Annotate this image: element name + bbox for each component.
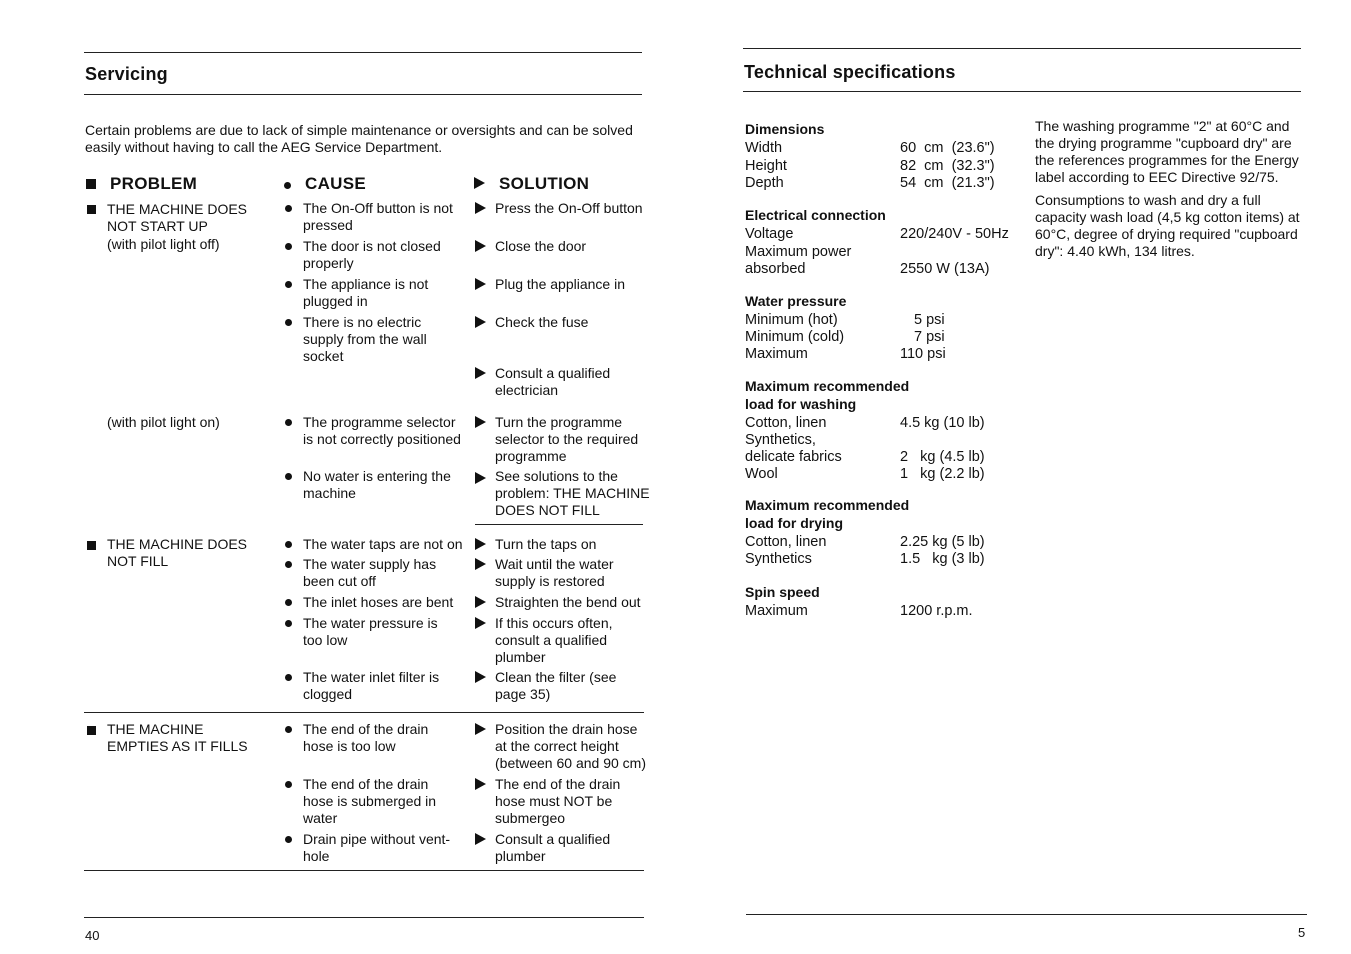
cause-no-water: No water is entering the machine bbox=[303, 468, 451, 501]
water-pressure-heading: Water pressure bbox=[745, 293, 847, 309]
drying-heading-1: Maximum recommended bbox=[745, 497, 910, 513]
solution-press-button: Press the On-Off button bbox=[495, 200, 643, 216]
problem-not-start: THE MACHINE DOES NOT START UP bbox=[107, 201, 248, 234]
min-hot-label: Minimum (hot) bbox=[745, 312, 838, 328]
spin-heading: Spin speed bbox=[745, 584, 820, 600]
dot-bullet-icon bbox=[285, 561, 292, 568]
dot-bullet-icon bbox=[285, 781, 292, 788]
height-value: 82 cm (32.3") bbox=[900, 158, 995, 174]
solution-plumber: If this occurs often, consult a qualified plumber bbox=[495, 615, 613, 665]
dot-bullet-icon bbox=[285, 620, 292, 627]
dry-synth-value: 1.5 kg (3 lb) bbox=[900, 551, 985, 567]
solution-consult-plumber: Consult a qualified plumber bbox=[495, 831, 611, 864]
max-pressure-value: 110 psi bbox=[900, 346, 946, 362]
solution-position-hose: Position the drain hose at the correct height (between 60 and 90 cm) bbox=[495, 721, 646, 771]
wash-wool-value: 1 kg (2.2 lb) bbox=[900, 466, 985, 482]
depth-label: Depth bbox=[745, 175, 784, 191]
square-bullet-icon bbox=[87, 726, 96, 735]
cause-supply-cut: The water supply has been cut off bbox=[303, 556, 437, 589]
dot-bullet-icon bbox=[284, 182, 291, 189]
solution-straighten: Straighten the bend out bbox=[495, 594, 641, 610]
voltage-value: 220/240V - 50Hz bbox=[900, 226, 1009, 242]
dot-bullet-icon bbox=[285, 726, 292, 733]
dry-synth-label: Synthetics bbox=[745, 551, 812, 567]
cause-onoff: The On-Off button is not pressed bbox=[303, 200, 453, 233]
dry-cotton-label: Cotton, linen bbox=[745, 534, 827, 550]
dot-bullet-icon bbox=[285, 281, 292, 288]
voltage-label: Voltage bbox=[745, 226, 794, 242]
specs-title: Technical specifications bbox=[744, 62, 956, 82]
max-pressure-label: Maximum bbox=[745, 346, 808, 362]
solution-header: SOLUTION bbox=[474, 174, 589, 194]
solution-not-submerged: The end of the drain hose must NOT be submergeo bbox=[495, 776, 621, 826]
problem-pilot-on: (with pilot light on) bbox=[107, 414, 220, 430]
triangle-bullet-icon bbox=[475, 367, 486, 379]
page-title: Servicing bbox=[85, 64, 168, 84]
square-bullet-icon bbox=[87, 541, 96, 550]
triangle-bullet-icon bbox=[475, 538, 486, 550]
dot-bullet-icon bbox=[285, 419, 292, 426]
square-bullet-icon bbox=[86, 179, 96, 189]
cause-hose-submerged: The end of the drain hose is submerged in water bbox=[303, 776, 437, 826]
dry-cotton-value: 2.25 kg (5 lb) bbox=[900, 534, 985, 550]
cause-hose-low: The end of the drain hose is too low bbox=[303, 721, 429, 754]
triangle-bullet-icon bbox=[474, 177, 485, 189]
electrical-heading: Electrical connection bbox=[745, 207, 886, 223]
triangle-bullet-icon bbox=[475, 833, 486, 845]
top-rule-left bbox=[84, 52, 642, 53]
dot-bullet-icon bbox=[285, 319, 292, 326]
power-value: 2550 W (13A) bbox=[900, 261, 990, 277]
drying-heading-2: load for drying bbox=[745, 515, 843, 531]
footer-rule-right bbox=[746, 914, 1307, 915]
cause-selector: The programme selector is not correctly positioned bbox=[303, 414, 461, 447]
triangle-bullet-icon bbox=[475, 316, 486, 328]
cause-hoses-bent: The inlet hoses are bent bbox=[303, 594, 454, 610]
dot-bullet-icon bbox=[285, 541, 292, 548]
spin-max-label: Maximum bbox=[745, 603, 808, 619]
power-label-1: Maximum power bbox=[745, 244, 852, 260]
cause-header: CAUSE bbox=[284, 174, 366, 194]
wash-cotton-label: Cotton, linen bbox=[745, 415, 827, 431]
min-cold-label: Minimum (cold) bbox=[745, 329, 845, 345]
problem-pilot-off: (with pilot light off) bbox=[107, 236, 220, 252]
problem-header: PROBLEM bbox=[86, 174, 197, 194]
solution-clean-filter: Clean the filter (see page 35) bbox=[495, 669, 617, 702]
min-cold-value: 7 psi bbox=[914, 329, 945, 345]
dot-bullet-icon bbox=[285, 674, 292, 681]
solution-turn-selector: Turn the programme selector to the required programme bbox=[495, 414, 639, 464]
dot-bullet-icon bbox=[285, 205, 292, 212]
cause-door: The door is not closed properly bbox=[303, 238, 441, 271]
cause-taps: The water taps are not on bbox=[303, 536, 463, 552]
wash-synth-label-1: Synthetics, bbox=[745, 432, 816, 448]
energy-note-1: The washing programme "2" at 60°C and the drying programme "cupboard dry" are the references programmes for the Energy label according to EEC Directive 92/75. bbox=[1035, 118, 1299, 185]
cause-electric: There is no electric supply from the wall socket bbox=[303, 314, 427, 364]
triangle-bullet-icon bbox=[475, 558, 486, 570]
dimensions-heading: Dimensions bbox=[745, 121, 825, 137]
dot-bullet-icon bbox=[285, 836, 292, 843]
problem-empties: THE MACHINE EMPTIES AS IT FILLS bbox=[107, 721, 248, 754]
dot-bullet-icon bbox=[285, 243, 292, 250]
cause-filter-clogged: The water inlet filter is clogged bbox=[303, 669, 440, 702]
width-label: Width bbox=[745, 140, 783, 156]
depth-value: 54 cm (21.3") bbox=[900, 175, 995, 191]
title-rule-left bbox=[84, 94, 642, 95]
footer-rule-left bbox=[84, 917, 644, 918]
solution-wait-supply: Wait until the water supply is restored bbox=[495, 556, 614, 589]
wash-synth-label-2: delicate fabrics bbox=[745, 449, 842, 465]
wash-cotton-value: 4.5 kg (10 lb) bbox=[900, 415, 985, 431]
cause-plug: The appliance is not plugged in bbox=[303, 276, 429, 309]
wash-synth-value: 2 kg (4.5 lb) bbox=[900, 449, 985, 465]
washing-heading-2: load for washing bbox=[745, 396, 857, 412]
solution-turn-taps: Turn the taps on bbox=[495, 536, 597, 552]
page-number-left: 40 bbox=[85, 928, 100, 943]
triangle-bullet-icon bbox=[475, 416, 486, 428]
solution-close-door: Close the door bbox=[495, 238, 587, 254]
solution-see-not-fill: See solutions to the problem: THE MACHINE DOES NOT FILL bbox=[495, 468, 650, 518]
cause-vent-hole: Drain pipe without vent-hole bbox=[303, 831, 451, 864]
intro-paragraph: Certain problems are due to lack of simple maintenance or oversights and can be solved easily without having to call the AEG Service Department. bbox=[85, 122, 633, 155]
top-rule-right bbox=[743, 48, 1301, 49]
title-rule-right bbox=[743, 91, 1301, 92]
cause-pressure-low: The water pressure is too low bbox=[303, 615, 438, 648]
height-label: Height bbox=[745, 158, 787, 174]
dot-bullet-icon bbox=[285, 599, 292, 606]
bottom-table-rule bbox=[84, 870, 644, 871]
solution-plug-in: Plug the appliance in bbox=[495, 276, 625, 292]
triangle-bullet-icon bbox=[475, 240, 486, 252]
square-bullet-icon bbox=[87, 205, 96, 214]
triangle-bullet-icon bbox=[475, 723, 486, 735]
spin-max-value: 1200 r.p.m. bbox=[900, 603, 973, 619]
section-rule-2 bbox=[84, 712, 644, 713]
triangle-bullet-icon bbox=[475, 472, 486, 484]
energy-note-2: Consumptions to wash and dry a full capacity wash load (4,5 kg cotton items) at 60°C, degree of drying required "cupboard dry": 4.40 kWh, 134 litres. bbox=[1035, 192, 1300, 259]
triangle-bullet-icon bbox=[475, 617, 486, 629]
washing-heading-1: Maximum recommended bbox=[745, 378, 910, 394]
triangle-bullet-icon bbox=[475, 278, 486, 290]
power-label-2: absorbed bbox=[745, 261, 806, 277]
solution-electrician: Consult a qualified electrician bbox=[495, 365, 611, 398]
min-hot-value: 5 psi bbox=[914, 312, 945, 328]
page-number-right: 5 bbox=[1298, 925, 1306, 940]
solution-check-fuse: Check the fuse bbox=[495, 314, 589, 330]
wash-wool-label: Wool bbox=[745, 466, 778, 482]
triangle-bullet-icon bbox=[475, 778, 486, 790]
triangle-bullet-icon bbox=[475, 671, 486, 683]
section-rule-1 bbox=[475, 524, 643, 525]
width-value: 60 cm (23.6") bbox=[900, 140, 995, 156]
triangle-bullet-icon bbox=[475, 202, 486, 214]
triangle-bullet-icon bbox=[475, 596, 486, 608]
problem-not-fill: THE MACHINE DOES NOT FILL bbox=[107, 536, 248, 569]
dot-bullet-icon bbox=[285, 473, 292, 480]
